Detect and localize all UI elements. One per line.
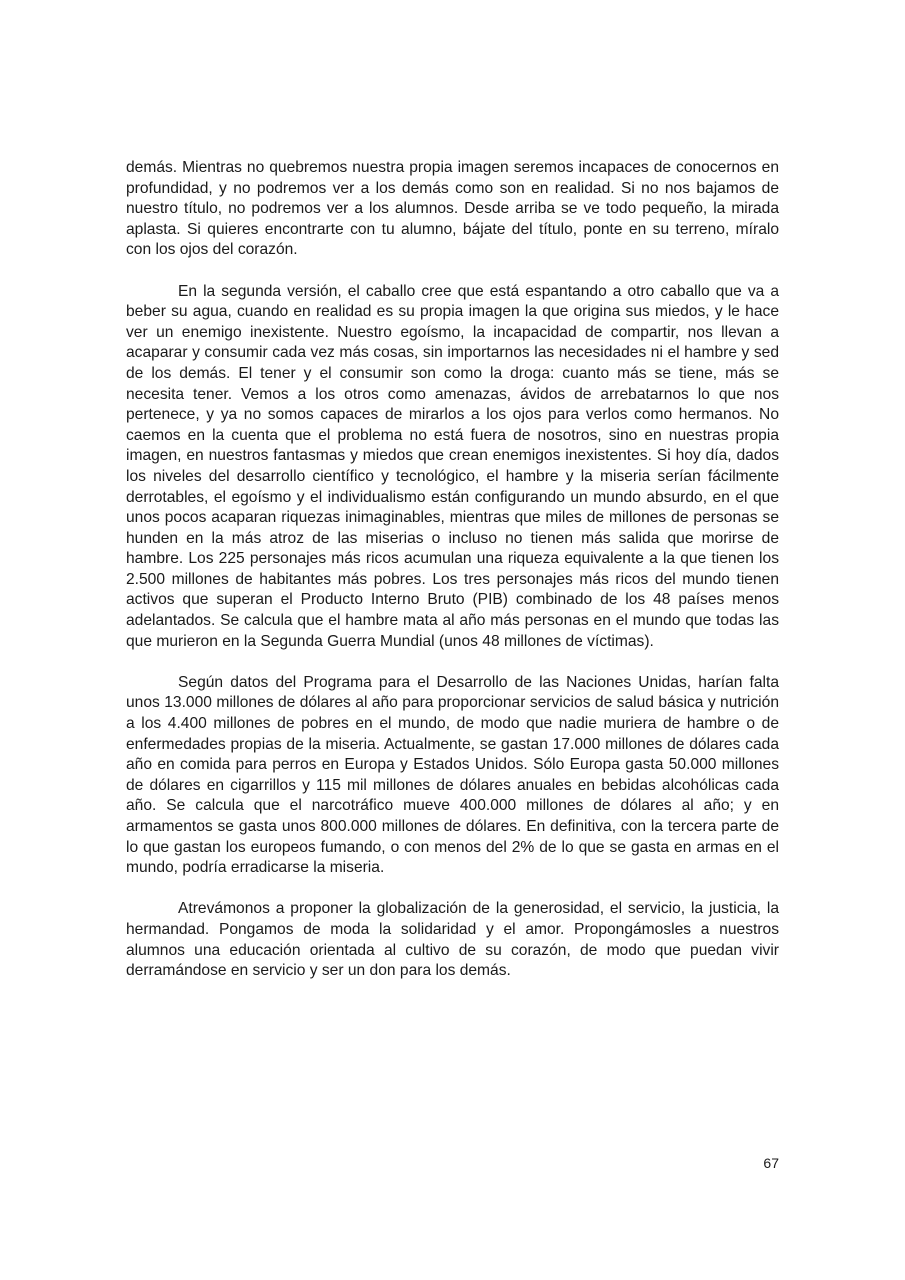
page-number: 67 [763,1155,779,1171]
paragraph-un-data: Según datos del Programa para el Desarrollo de las Naciones Unidas, harían falta unos 13.000 millones de dólares al año para proporcionar servicios de salud básica y nutrición a los 4.400 millones de pobres en el mundo, de modo que nadie muriera de hambre o de enfermedades propias de la miseria. Actualmente, se gastan 17.000 millones de dólares cada año en comida para perros en Europa y Estados Unidos. Sólo Europa gasta 50.000 millones de dólares en cigarrillos y 115 mil millones de dólares anuales en bebidas alcohólicas cada año. Se calcula que el narcotráfico mueve 400.000 millones de dólares al año; y en armamentos se gasta unos 800.000 millones de dólares. En definitiva, con la tercera parte de lo que gastan los europeos fumando, o con menos del 2% de lo que se gasta en armas en el mundo, podría erradicarse la miseria. [126,673,779,877]
paragraph-second-version: En la segunda versión, el caballo cree que está espantando a otro caballo que va a beber su agua, cuando en realidad es su propia imagen la que origina sus miedos, y le hace ver un enemigo inexistente. Nuestro egoísmo, la incapacidad de compartir, nos llevan a acaparar y consumir cada vez más cosas, sin importarnos las necesidades ni el hambre y sed de los demás. El tener y el consumir son como la droga: cuanto más se tiene, más se necesita tener. Vemos a los otros como amenazas, ávidos de arrebatarnos lo que nos pertenece, y ya no somos capaces de mirarlos a los ojos para verlos como hermanos. No caemos en la cuenta que el problema no está fuera de nosotros, sino en nuestras propia imagen, en nuestros fantasmas y miedos que crean enemigos inexistentes. Si hoy día, dados los niveles del desarrollo científico y tecnológico, el hambre y la miseria serían fácilmente derrotables, el egoísmo y el individualismo están configurando un mundo absurdo, en el que unos pocos acaparan riquezas inimaginables, mientras que miles de millones de personas se hunden en la más atroz de las miserias o incluso no tienen más salida que morirse de hambre. Los 225 personajes más ricos acumulan una riqueza equivalente a la que tienen los 2.500 millones de habitantes más pobres. Los tres personajes más ricos del mundo tienen activos que superan el Producto Interno Bruto (PIB) combinado de los 48 países menos adelantados. Se calcula que el hambre mata al año más personas en el mundo que todas las que murieron en la Segunda Guerra Mundial (unos 48 millones de víctimas). [126,282,779,650]
paragraph-continuation: demás. Mientras no quebremos nuestra propia imagen seremos incapaces de conocernos en profundidad, y no podremos ver a los demás como son en realidad. Si no nos bajamos de nuestro título, no podremos ver a los alumnos. Desde arriba se ve todo pequeño, la mirada aplasta. Si quieres encontrarte con tu alumno, bájate del título, ponte en su terreno, míralo con los ojos del corazón. [126,159,779,259]
body-text [126,158,779,1002]
paragraph-globalization: Atrevámonos a proponer la globalización de la generosidad, el servicio, la justicia, la hermandad. Pongamos de moda la solidaridad y el amor. Propongámosles a nuestros alumnos una educación orientada al cultivo de su corazón, de modo que puedan vivir derramándose en servicio y ser un don para los demás. [126,900,779,980]
